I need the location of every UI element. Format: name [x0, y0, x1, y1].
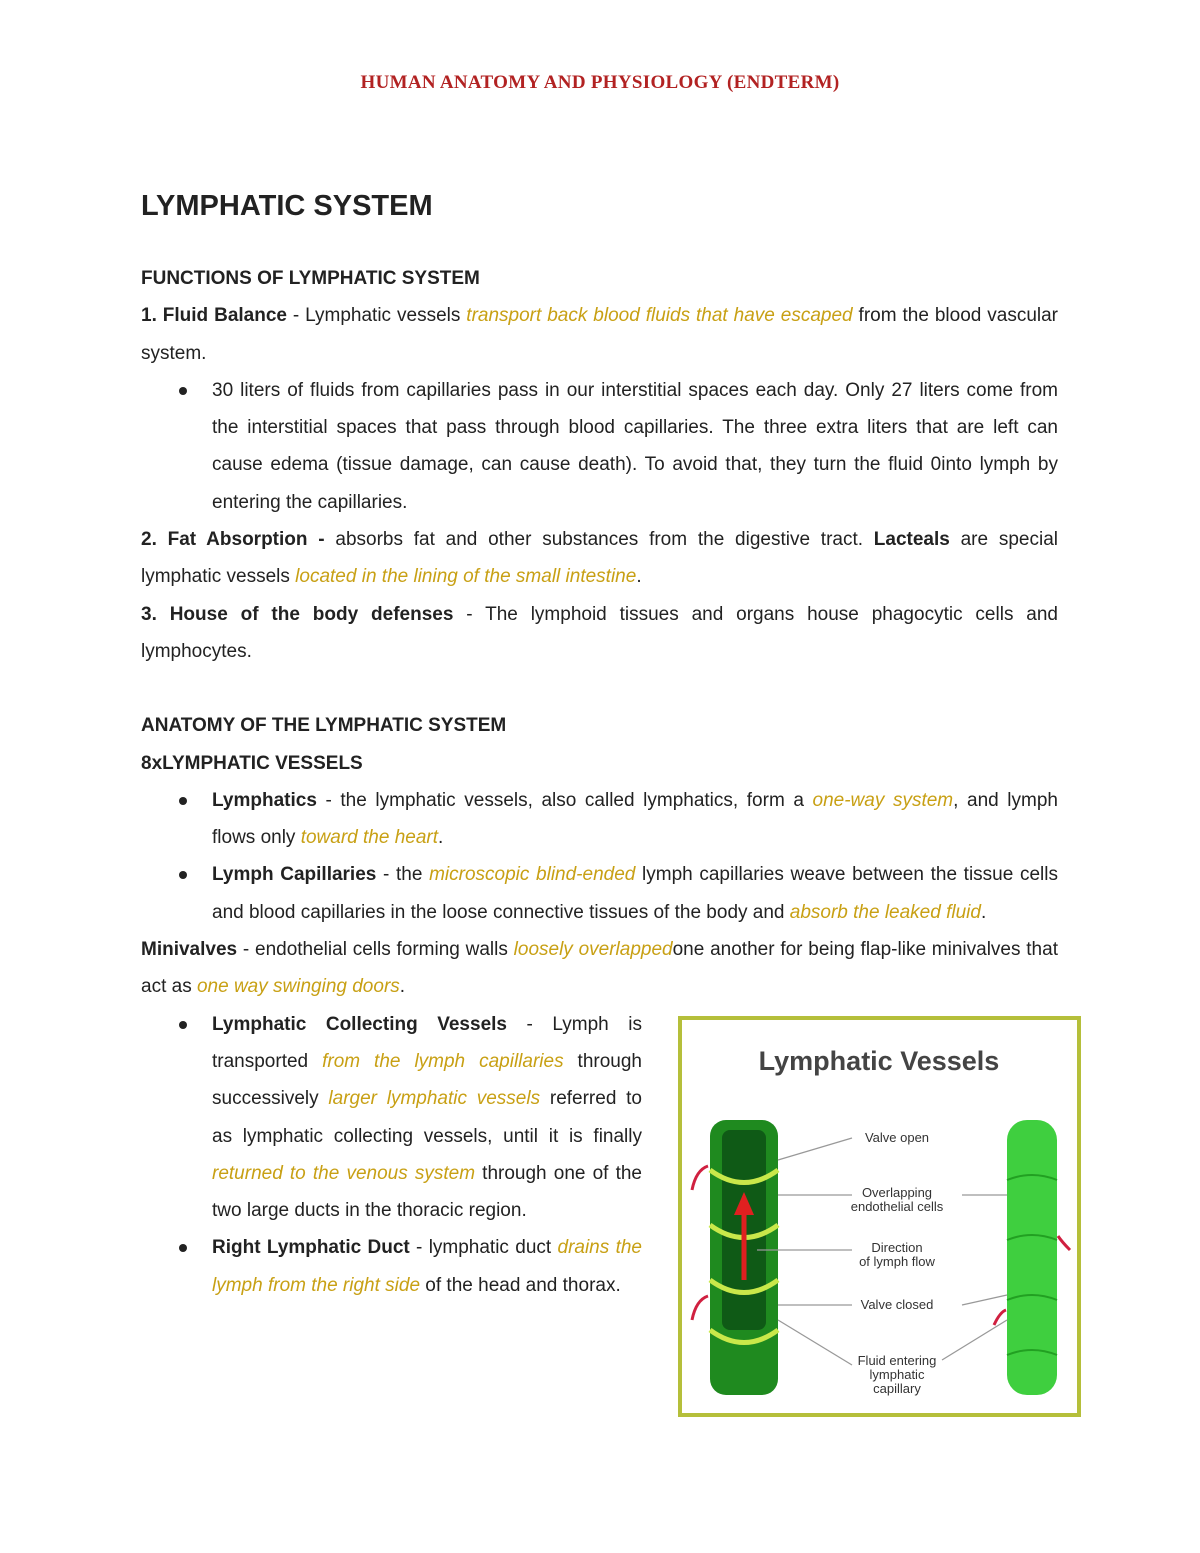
text: from the blood vascular system. — [141, 305, 1059, 364]
label-endothelial: endothelial cells — [850, 1199, 944, 1214]
text: lymph capillaries weave between the tissue cells and blood capillaries in the loose connective tissues of the body and — [212, 864, 1058, 923]
label-capillary: capillary — [873, 1381, 921, 1396]
figure-labels — [851, 1130, 944, 1396]
text: referred to as lymphatic collecting vessels, until it is finally — [212, 1088, 642, 1147]
list-item-right-duct — [141, 1229, 642, 1304]
highlight: larger lymphatic vessels — [328, 1088, 541, 1110]
term-label: Lymph Capillaries — [212, 864, 377, 886]
highlight: microscopic blind-ended — [429, 864, 636, 886]
label-overlapping: Overlapping — [861, 1185, 933, 1200]
highlight: toward the heart — [300, 827, 439, 849]
text: of the head and thorax. — [420, 1274, 621, 1296]
highlight: located in the lining of the small intestine — [295, 566, 637, 588]
label-lymphatic: lymphatic — [869, 1367, 925, 1382]
text: - the lymphatic vessels, also called lymphatics, form a — [316, 789, 813, 811]
page-title: LYMPHATIC SYSTEM — [141, 190, 433, 222]
fluid-balance-label: 1. Fluid Balance — [141, 305, 287, 327]
list-item: 30 liters of fluids from capillaries pass in our interstitial spaces each day. Only 27 liters come from the interstitial spaces that pass through blood capillaries. The three extra liters that are left can cause edema (tissue damage, can cause death). To avoid that, they turn the fluid 0into lymph by entering the capillaries. — [141, 372, 1058, 521]
spacer — [141, 670, 1058, 707]
fat-absorption-paragraph — [141, 521, 1058, 596]
lymphatic-vessels-figure — [678, 1016, 1081, 1417]
text: absorbs fat and other substances from the digestive tract. — [324, 529, 874, 551]
list-item-capillaries — [141, 856, 1058, 931]
label-valve-closed: Valve closed — [860, 1297, 934, 1312]
vessels-diagram — [682, 1020, 1077, 1413]
text: . — [399, 976, 406, 998]
text: . — [980, 901, 987, 923]
term-label: Minivalves — [141, 939, 238, 961]
text: - Lymph is transported — [212, 1013, 642, 1072]
text: through one of the two large ducts in the thoracic region. — [212, 1162, 642, 1222]
highlight: drains the lymph from the right side — [212, 1237, 642, 1296]
text: one another for being flap-like minivalves that act as — [141, 939, 1058, 998]
anatomy-heading: ANATOMY OF THE LYMPHATIC SYSTEM — [141, 715, 507, 737]
house-defenses-paragraph — [141, 596, 1058, 671]
text: through successively — [212, 1050, 642, 1110]
vessels-subheading: 8xLYMPHATIC VESSELS — [141, 752, 363, 774]
text: are special lymphatic vessels — [141, 529, 1058, 588]
list-item-collecting — [141, 1006, 642, 1230]
right-vessel — [1007, 1120, 1057, 1395]
ducts-list — [141, 1006, 642, 1304]
label-direction: Direction — [871, 1240, 923, 1255]
fat-absorption-label: 2. Fat Absorption - — [141, 529, 325, 551]
term-label: Right Lymphatic Duct — [212, 1237, 410, 1259]
highlight: transport back blood fluids that have escaped — [466, 305, 853, 327]
text: , and lymph flows only — [212, 789, 1058, 849]
label-valve-open: Valve open — [864, 1130, 930, 1145]
fluid-balance-paragraph — [141, 297, 1058, 372]
term-label: Lymphatics — [212, 789, 317, 811]
minivalves-paragraph — [141, 931, 1058, 1006]
figure-title: Lymphatic Vessels — [758, 1046, 1000, 1076]
functions-heading: FUNCTIONS OF LYMPHATIC SYSTEM — [141, 268, 480, 289]
text: . — [438, 827, 444, 849]
highlight: loosely overlapped — [513, 939, 673, 961]
document-header: HUMAN ANATOMY AND PHYSIOLOGY (ENDTERM) — [360, 72, 840, 93]
text: - The lymphoid tissues and organs house phagocytic cells and lymphocytes. — [141, 603, 1058, 662]
highlight: one way swinging doors — [196, 976, 400, 998]
highlight: one-way system — [812, 789, 954, 811]
highlight: absorb the leaked fluid — [789, 901, 981, 923]
highlight: from the lymph capillaries — [322, 1050, 564, 1072]
fluid-balance-list — [141, 372, 1058, 521]
left-fluid-arrows — [692, 1166, 708, 1320]
label-lymph-flow: of lymph flow — [859, 1254, 935, 1269]
highlight: returned to the venous system — [212, 1162, 476, 1184]
house-defenses-label: 3. House of the body defenses — [141, 603, 454, 625]
text: - Lymphatic vessels — [286, 305, 467, 327]
vessels-list — [141, 782, 1058, 931]
text: - lymphatic duct — [409, 1237, 558, 1259]
label-fluid-entering: Fluid entering — [857, 1353, 937, 1368]
text: - endothelial cells forming walls — [237, 939, 514, 961]
list-item-lymphatics — [141, 782, 1058, 857]
term-label: Lymphatic Collecting Vessels — [212, 1013, 507, 1035]
text: . — [636, 566, 642, 588]
lacteals-label: Lacteals — [873, 529, 950, 551]
text: - the — [376, 864, 430, 886]
